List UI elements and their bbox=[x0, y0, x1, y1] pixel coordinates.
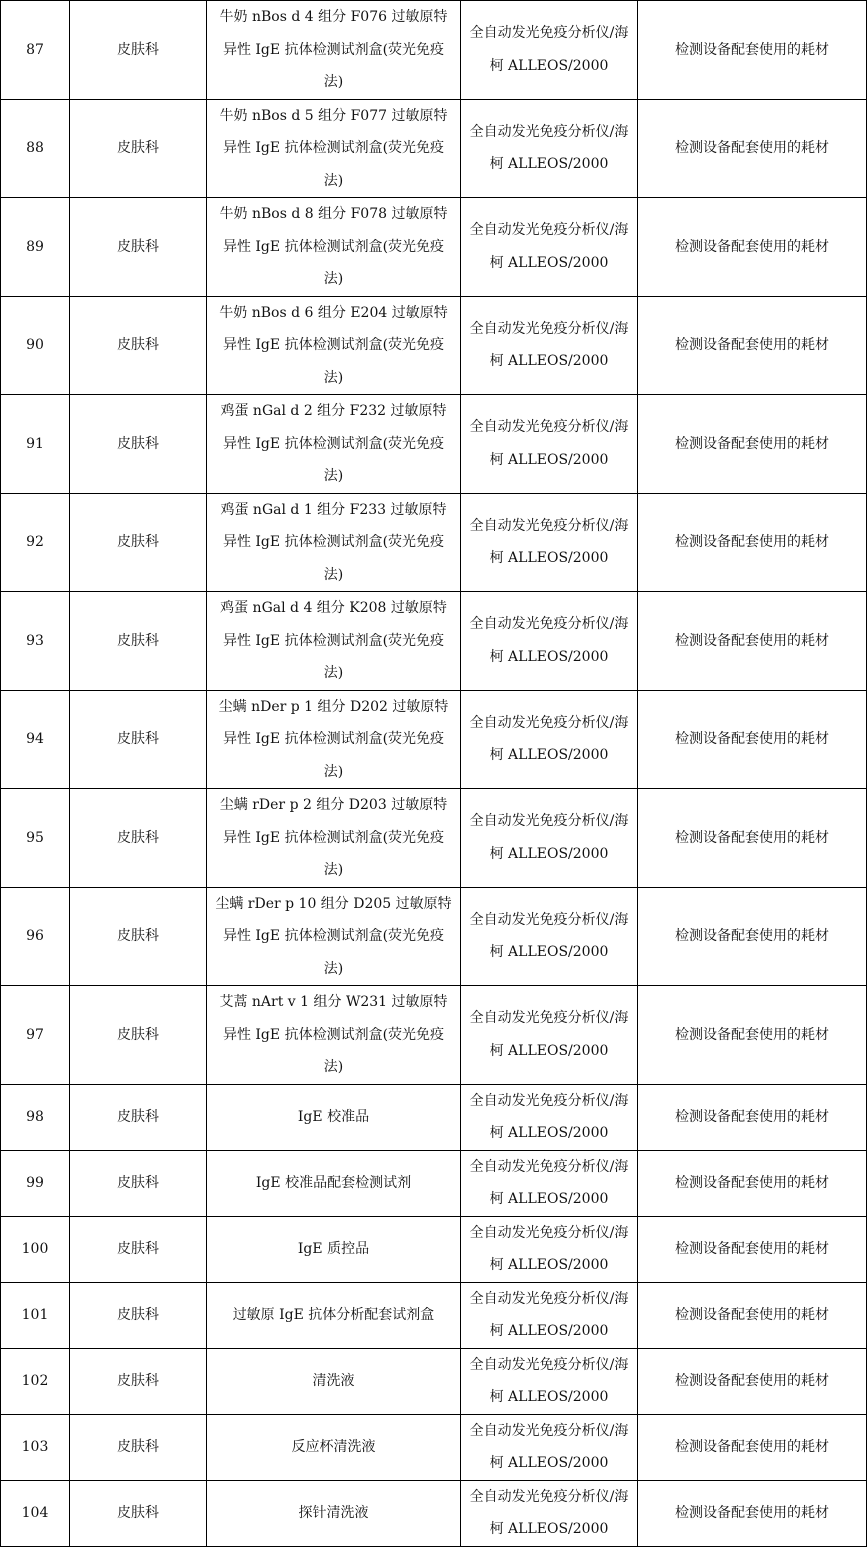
remark-cell: 检测设备配套使用的耗材 bbox=[638, 99, 867, 198]
department-cell: 皮肤科 bbox=[70, 1150, 207, 1216]
table-row bbox=[1, 592, 867, 691]
department-cell: 皮肤科 bbox=[70, 296, 207, 395]
department-cell: 皮肤科 bbox=[70, 1084, 207, 1150]
product-name-cell: 牛奶 nBos d 6 组分 E204 过敏原特异性 IgE 抗体检测试剂盒(荧光免疫法) bbox=[207, 296, 461, 395]
remark-cell: 检测设备配套使用的耗材 bbox=[638, 1, 867, 100]
row-number: 98 bbox=[1, 1084, 70, 1150]
table-row bbox=[1, 1282, 867, 1348]
remark-cell: 检测设备配套使用的耗材 bbox=[638, 1414, 867, 1480]
table-row bbox=[1, 1, 867, 100]
row-number: 96 bbox=[1, 887, 70, 986]
row-number: 92 bbox=[1, 493, 70, 592]
device-cell: 全自动发光免疫分析仪/海柯 ALLEOS/2000 bbox=[461, 296, 638, 395]
remark-cell: 检测设备配套使用的耗材 bbox=[638, 887, 867, 986]
device-cell: 全自动发光免疫分析仪/海柯 ALLEOS/2000 bbox=[461, 198, 638, 297]
product-name-cell: IgE 校准品配套检测试剂 bbox=[207, 1150, 461, 1216]
table-row bbox=[1, 99, 867, 198]
remark-cell: 检测设备配套使用的耗材 bbox=[638, 198, 867, 297]
device-cell: 全自动发光免疫分析仪/海柯 ALLEOS/2000 bbox=[461, 1282, 638, 1348]
table-row bbox=[1, 690, 867, 789]
table-row bbox=[1, 887, 867, 986]
device-cell: 全自动发光免疫分析仪/海柯 ALLEOS/2000 bbox=[461, 887, 638, 986]
product-name-cell: IgE 校准品 bbox=[207, 1084, 461, 1150]
product-name-cell: IgE 质控品 bbox=[207, 1216, 461, 1282]
device-cell: 全自动发光免疫分析仪/海柯 ALLEOS/2000 bbox=[461, 395, 638, 494]
device-cell: 全自动发光免疫分析仪/海柯 ALLEOS/2000 bbox=[461, 1, 638, 100]
remark-cell: 检测设备配套使用的耗材 bbox=[638, 986, 867, 1085]
table-row bbox=[1, 789, 867, 888]
department-cell: 皮肤科 bbox=[70, 1216, 207, 1282]
department-cell: 皮肤科 bbox=[70, 690, 207, 789]
remark-cell: 检测设备配套使用的耗材 bbox=[638, 789, 867, 888]
department-cell: 皮肤科 bbox=[70, 1282, 207, 1348]
device-cell: 全自动发光免疫分析仪/海柯 ALLEOS/2000 bbox=[461, 986, 638, 1085]
table-body bbox=[1, 1, 867, 1547]
product-name-cell: 尘螨 rDer p 2 组分 D203 过敏原特异性 IgE 抗体检测试剂盒(荧光免疫法) bbox=[207, 789, 461, 888]
device-cell: 全自动发光免疫分析仪/海柯 ALLEOS/2000 bbox=[461, 99, 638, 198]
product-name-cell: 探针清洗液 bbox=[207, 1480, 461, 1546]
row-number: 95 bbox=[1, 789, 70, 888]
row-number: 89 bbox=[1, 198, 70, 297]
product-name-cell: 牛奶 nBos d 4 组分 F076 过敏原特异性 IgE 抗体检测试剂盒(荧光免疫法) bbox=[207, 1, 461, 100]
row-number: 100 bbox=[1, 1216, 70, 1282]
remark-cell: 检测设备配套使用的耗材 bbox=[638, 395, 867, 494]
table-row bbox=[1, 296, 867, 395]
table-row bbox=[1, 198, 867, 297]
product-name-cell: 鸡蛋 nGal d 2 组分 F232 过敏原特异性 IgE 抗体检测试剂盒(荧光免疫法) bbox=[207, 395, 461, 494]
table-row bbox=[1, 1084, 867, 1150]
product-name-cell: 尘螨 nDer p 1 组分 D202 过敏原特异性 IgE 抗体检测试剂盒(荧光免疫法) bbox=[207, 690, 461, 789]
table-row bbox=[1, 986, 867, 1085]
remark-cell: 检测设备配套使用的耗材 bbox=[638, 1282, 867, 1348]
remark-cell: 检测设备配套使用的耗材 bbox=[638, 1150, 867, 1216]
department-cell: 皮肤科 bbox=[70, 592, 207, 691]
device-cell: 全自动发光免疫分析仪/海柯 ALLEOS/2000 bbox=[461, 690, 638, 789]
product-name-cell: 艾蒿 nArt v 1 组分 W231 过敏原特异性 IgE 抗体检测试剂盒(荧光免疫法) bbox=[207, 986, 461, 1085]
row-number: 102 bbox=[1, 1348, 70, 1414]
department-cell: 皮肤科 bbox=[70, 1348, 207, 1414]
department-cell: 皮肤科 bbox=[70, 887, 207, 986]
product-name-cell: 牛奶 nBos d 5 组分 F077 过敏原特异性 IgE 抗体检测试剂盒(荧光免疫法) bbox=[207, 99, 461, 198]
table-row bbox=[1, 493, 867, 592]
table-row bbox=[1, 1348, 867, 1414]
department-cell: 皮肤科 bbox=[70, 789, 207, 888]
row-number: 93 bbox=[1, 592, 70, 691]
product-name-cell: 尘螨 rDer p 10 组分 D205 过敏原特异性 IgE 抗体检测试剂盒(荧光免疫法) bbox=[207, 887, 461, 986]
device-cell: 全自动发光免疫分析仪/海柯 ALLEOS/2000 bbox=[461, 1480, 638, 1546]
device-cell: 全自动发光免疫分析仪/海柯 ALLEOS/2000 bbox=[461, 1150, 638, 1216]
remark-cell: 检测设备配套使用的耗材 bbox=[638, 493, 867, 592]
table-row bbox=[1, 395, 867, 494]
remark-cell: 检测设备配套使用的耗材 bbox=[638, 592, 867, 691]
department-cell: 皮肤科 bbox=[70, 493, 207, 592]
department-cell: 皮肤科 bbox=[70, 1, 207, 100]
device-cell: 全自动发光免疫分析仪/海柯 ALLEOS/2000 bbox=[461, 1216, 638, 1282]
device-cell: 全自动发光免疫分析仪/海柯 ALLEOS/2000 bbox=[461, 1348, 638, 1414]
remark-cell: 检测设备配套使用的耗材 bbox=[638, 1348, 867, 1414]
device-cell: 全自动发光免疫分析仪/海柯 ALLEOS/2000 bbox=[461, 1414, 638, 1480]
remark-cell: 检测设备配套使用的耗材 bbox=[638, 1084, 867, 1150]
device-cell: 全自动发光免疫分析仪/海柯 ALLEOS/2000 bbox=[461, 789, 638, 888]
remark-cell: 检测设备配套使用的耗材 bbox=[638, 1480, 867, 1546]
remark-cell: 检测设备配套使用的耗材 bbox=[638, 296, 867, 395]
device-cell: 全自动发光免疫分析仪/海柯 ALLEOS/2000 bbox=[461, 493, 638, 592]
table-row bbox=[1, 1480, 867, 1546]
product-name-cell: 牛奶 nBos d 8 组分 F078 过敏原特异性 IgE 抗体检测试剂盒(荧光免疫法) bbox=[207, 198, 461, 297]
table-row bbox=[1, 1216, 867, 1282]
product-name-cell: 鸡蛋 nGal d 4 组分 K208 过敏原特异性 IgE 抗体检测试剂盒(荧光免疫法) bbox=[207, 592, 461, 691]
product-name-cell: 鸡蛋 nGal d 1 组分 F233 过敏原特异性 IgE 抗体检测试剂盒(荧光免疫法) bbox=[207, 493, 461, 592]
department-cell: 皮肤科 bbox=[70, 99, 207, 198]
device-cell: 全自动发光免疫分析仪/海柯 ALLEOS/2000 bbox=[461, 592, 638, 691]
remark-cell: 检测设备配套使用的耗材 bbox=[638, 1216, 867, 1282]
row-number: 99 bbox=[1, 1150, 70, 1216]
row-number: 91 bbox=[1, 395, 70, 494]
row-number: 87 bbox=[1, 1, 70, 100]
product-name-cell: 过敏原 IgE 抗体分析配套试剂盒 bbox=[207, 1282, 461, 1348]
department-cell: 皮肤科 bbox=[70, 1480, 207, 1546]
table-row bbox=[1, 1150, 867, 1216]
row-number: 88 bbox=[1, 99, 70, 198]
device-cell: 全自动发光免疫分析仪/海柯 ALLEOS/2000 bbox=[461, 1084, 638, 1150]
row-number: 101 bbox=[1, 1282, 70, 1348]
product-name-cell: 清洗液 bbox=[207, 1348, 461, 1414]
row-number: 104 bbox=[1, 1480, 70, 1546]
row-number: 94 bbox=[1, 690, 70, 789]
remark-cell: 检测设备配套使用的耗材 bbox=[638, 690, 867, 789]
product-name-cell: 反应杯清洗液 bbox=[207, 1414, 461, 1480]
row-number: 90 bbox=[1, 296, 70, 395]
row-number: 97 bbox=[1, 986, 70, 1085]
table-row bbox=[1, 1414, 867, 1480]
row-number: 103 bbox=[1, 1414, 70, 1480]
department-cell: 皮肤科 bbox=[70, 986, 207, 1085]
department-cell: 皮肤科 bbox=[70, 198, 207, 297]
department-cell: 皮肤科 bbox=[70, 395, 207, 494]
department-cell: 皮肤科 bbox=[70, 1414, 207, 1480]
